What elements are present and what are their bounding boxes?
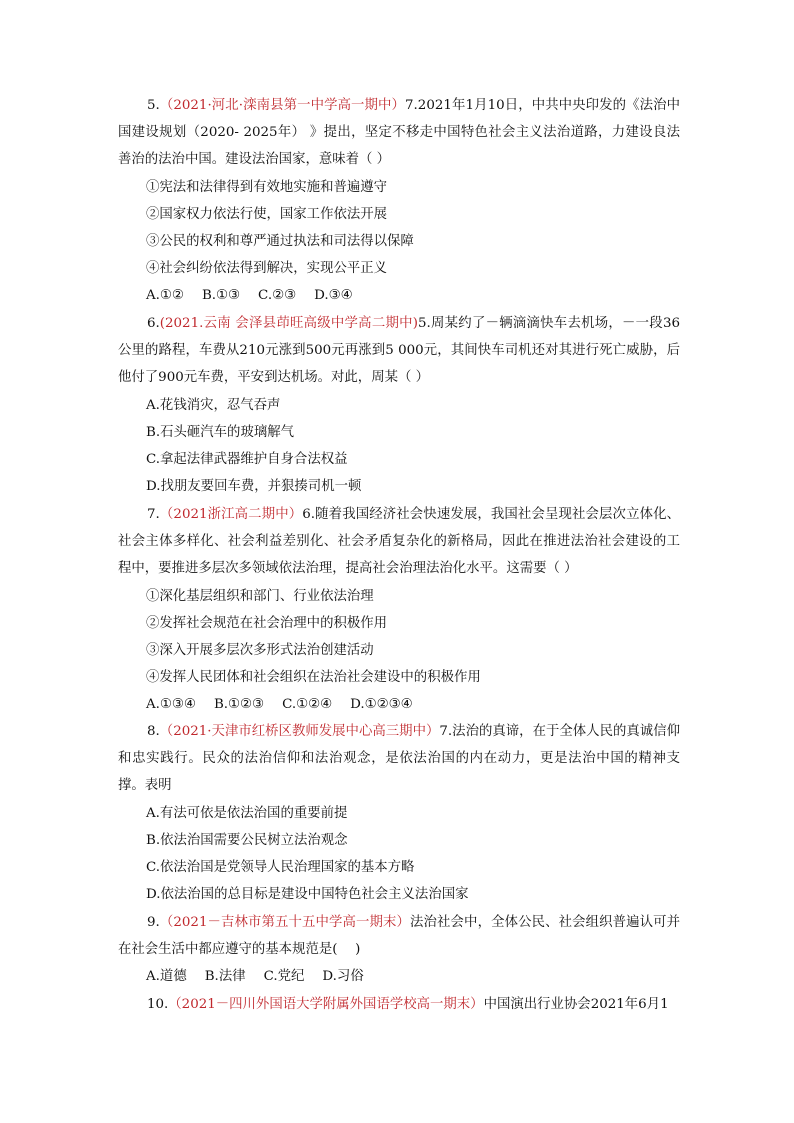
question-number: 10. — [147, 997, 169, 1012]
question-text: 7.2021年1月10日，中共中央印发的《法治中国建设规划（2020- 2025年） 》提出，坚定不移走中国特色社会主义法治道路，力建设良法善治的法治中国。建设法治国家，意味着（ ） — [118, 98, 680, 168]
question-number: 7. — [147, 507, 160, 522]
question-source: （2021·河北·滦南县第一中学高一期中） — [159, 98, 406, 113]
statement: ④发挥人民团体和社会组织在法治社会建设中的积极作用 — [146, 670, 481, 686]
option-b: B.依法治国需要公民树立法治观念 — [146, 832, 348, 848]
choice-c: C.②③ — [258, 288, 297, 304]
choice-a: A.①② — [146, 288, 184, 304]
option-c: C.拿起法律武器维护自身合法权益 — [146, 452, 348, 468]
statement: ②发挥社会规范在社会治理中的积极作用 — [146, 615, 388, 631]
statement: ①宪法和法律得到有效地实施和普遍遵守 — [146, 179, 388, 195]
statement: ③公民的权利和尊严通过执法和司法得以保障 — [146, 234, 414, 250]
choice-d: D.③④ — [314, 288, 353, 304]
question-source: （2021浙江高二期中） — [159, 507, 303, 522]
statement: ②国家权力依法行使，国家工作依法开展 — [146, 206, 388, 222]
question-stem — [118, 909, 680, 963]
question-source: （2021·天津市红桥区教师发展中心高三期中） — [159, 724, 440, 739]
choice-d: D.习俗 — [322, 969, 364, 985]
question-number: 8. — [147, 724, 160, 739]
option-a: A.有法可依是依法治国的重要前提 — [146, 805, 348, 821]
option-d: D.找朋友要回车费，并狠揍司机一顿 — [146, 479, 362, 495]
choice-a: A.道德 — [146, 969, 187, 985]
question-stem — [118, 310, 680, 392]
choice-b: B.法律 — [204, 969, 246, 985]
choice-b: B.①②③ — [213, 697, 265, 713]
choice-row — [118, 691, 680, 718]
question-text: 中国演出行业协会2021年6月1 — [483, 997, 669, 1012]
question-number: 6. — [147, 316, 160, 331]
question-stem — [118, 991, 680, 1018]
option-b: B.石头砸汽车的玻璃解气 — [146, 424, 295, 440]
question-number: 9. — [147, 915, 160, 930]
question-stem — [118, 501, 680, 583]
question-source: （2021－吉林市第五十五中学高一期末） — [159, 915, 411, 930]
question-number: 5. — [147, 98, 160, 113]
question-source: （2021－四川外国语大学附属外国语学校高一期末） — [168, 997, 484, 1012]
choice-a: A.①③④ — [146, 697, 196, 713]
question-6 — [118, 310, 680, 500]
option-a: A.花钱消灾，忍气吞声 — [146, 397, 281, 413]
question-text: 6.随着我国经济社会快速发展，我国社会呈现社会层次立体化、社会主体多样化、社会利益差别化、社会矛盾复杂化的新格局，因此在推进法治社会建设的工程中，要推进多层次多领域依法治理，提高社会治理法治化水平。这需要（ ） — [118, 507, 681, 577]
question-text: 法治社会中，全体公民、社会组织普遍认可并在社会生活中都应遵守的基本规范是( ) — [118, 915, 681, 958]
question-10 — [118, 991, 680, 1018]
choice-d: D.①②③④ — [350, 697, 413, 713]
question-7 — [118, 501, 680, 719]
question-9 — [118, 909, 680, 991]
statement: ④社会纠纷依法得到解决，实现公平正义 — [146, 261, 388, 277]
choice-b: B.①③ — [201, 288, 241, 304]
option-c: C.依法治国是党领导人民治理国家的基本方略 — [146, 860, 415, 876]
choice-row — [118, 282, 680, 309]
choice-c: C.①②④ — [282, 697, 333, 713]
option-d: D.依法治国的总目标是建设中国特色社会主义法治国家 — [146, 887, 469, 903]
question-stem — [118, 718, 680, 800]
question-stem — [118, 92, 680, 174]
statement: ③深入开展多层次多形式法治创建活动 — [146, 643, 374, 659]
statement: ①深化基层组织和部门、行业依法治理 — [146, 588, 374, 604]
question-source: (2021.云南 会泽县茚旺高级中学高二期中) — [159, 316, 418, 331]
choice-c: C.党纪 — [263, 969, 305, 985]
question-text: 5.周某约了－辆滴滴快车去机场，－一段36公里的路程，车费从210元涨到500元再涨到5 000元，其间快车司机还对其进行死亡威胁，后他付了900元车费，平安到达机场。对此，周某（ ） — [118, 316, 680, 386]
question-5 — [118, 92, 680, 310]
question-text: 7.法治的真谛，在于全体人民的真诚信仰和忠实践行。民众的法治信仰和法治观念，是依法治国的内在动力，更是法治中国的精神支撑。表明 — [118, 724, 680, 794]
question-8 — [118, 718, 680, 908]
choice-row — [118, 963, 680, 990]
